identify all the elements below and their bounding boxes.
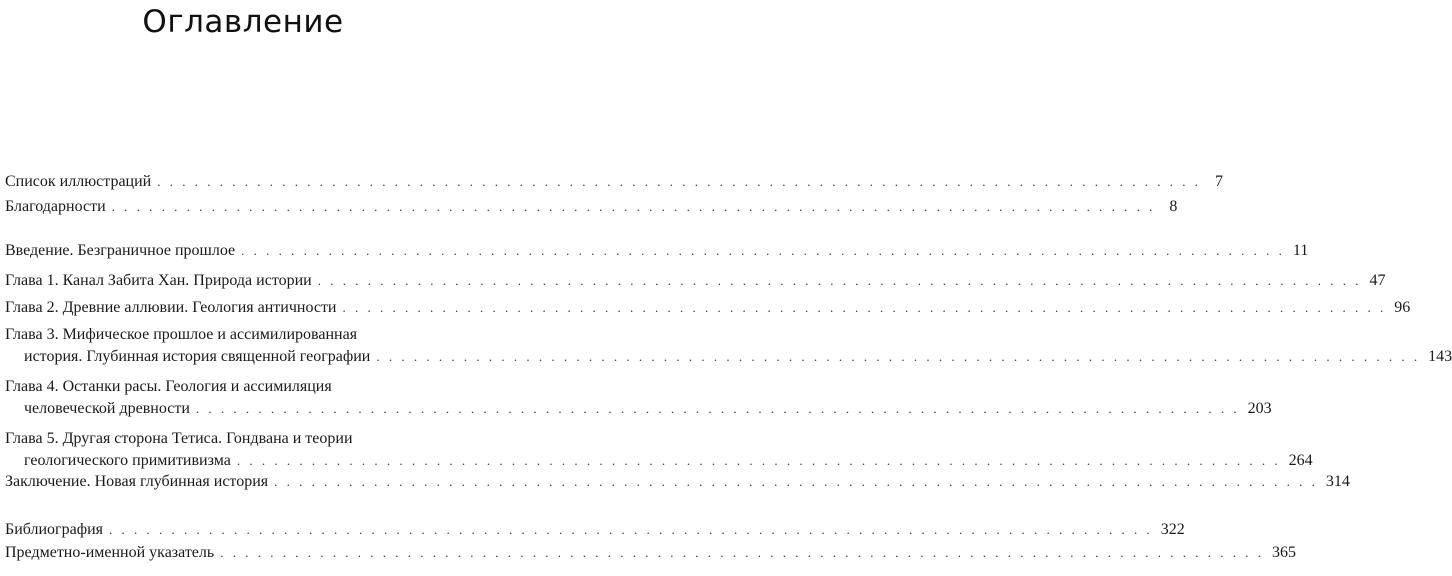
dot-leader <box>220 542 1264 564</box>
toc-entry-title: Библиография <box>5 521 103 538</box>
dot-leader <box>318 270 1362 292</box>
toc-page-number: 47 <box>1369 272 1386 289</box>
toc-entry-title-continued: человеческой древности <box>24 400 190 417</box>
toc-page-number: 365 <box>1271 544 1296 561</box>
toc-entry-title: Благодарности <box>5 198 106 215</box>
toc-line <box>5 376 487 398</box>
toc-line <box>5 196 1178 218</box>
toc-page-number: 8 <box>1169 198 1178 215</box>
toc-entry-title: Глава 5. Другая сторона Тетиса. Гондвана и теории <box>5 430 353 447</box>
toc-page-number: 322 <box>1160 521 1185 538</box>
toc-line <box>5 171 1223 193</box>
dot-leader <box>237 450 1281 472</box>
dot-leader <box>112 196 1156 218</box>
toc-line <box>5 346 1452 368</box>
toc-page-number: 314 <box>1325 473 1350 490</box>
dot-leader <box>274 471 1318 493</box>
dot-leader <box>241 240 1285 262</box>
toc-line <box>5 519 1185 541</box>
toc-entry-title: Введение. Безграничное прошлое <box>5 242 236 259</box>
toc-entry-title: Глава 1. Канал Забита Хан. Природа истории <box>5 272 312 289</box>
toc-entry <box>5 171 1223 193</box>
dot-leader <box>109 519 1153 541</box>
toc-page-number: 7 <box>1214 173 1223 190</box>
toc-entry <box>5 542 1296 564</box>
toc-entry <box>5 428 1313 472</box>
toc-line <box>5 542 1296 564</box>
toc-entry <box>5 270 1386 292</box>
toc-line <box>5 240 1309 262</box>
toc-line <box>5 398 1272 420</box>
toc-entry <box>5 196 1178 218</box>
dot-leader <box>343 297 1387 319</box>
toc-page-number: 96 <box>1394 299 1411 316</box>
toc-page-number: 264 <box>1288 452 1313 469</box>
toc-line <box>5 428 487 450</box>
toc-page-number: 11 <box>1292 242 1309 259</box>
toc-entry-title: Список иллюстраций <box>5 173 152 190</box>
toc-entry <box>5 471 1350 493</box>
page-title: Оглавление <box>142 4 344 40</box>
toc-page-number: 203 <box>1247 400 1272 417</box>
toc-line <box>5 270 1386 292</box>
toc-entry-title: Глава 3. Мифическое прошлое и ассимилированная <box>5 326 358 343</box>
toc-line <box>5 324 487 346</box>
toc-entry-title-continued: история. Глубинная история священной географии <box>24 348 371 365</box>
toc-entry <box>5 376 1272 420</box>
toc-entry-title: Заключение. Новая глубинная история <box>5 473 269 490</box>
toc-entry-title: Предметно-именной указатель <box>5 544 215 561</box>
toc-line <box>5 297 1411 319</box>
toc-entry <box>5 519 1185 541</box>
dot-leader <box>196 398 1240 420</box>
toc-page-number: 143 <box>1428 348 1452 365</box>
toc-entry <box>5 240 1309 262</box>
toc-line <box>5 450 1313 472</box>
dot-leader <box>157 171 1201 193</box>
toc-entry <box>5 324 1452 368</box>
toc-line <box>5 471 1350 493</box>
toc-entry-title: Глава 4. Останки расы. Геология и ассимиляция <box>5 378 332 395</box>
toc-entry-title-continued: геологического примитивизма <box>24 452 231 469</box>
toc-entry <box>5 297 1411 319</box>
toc-entry-title: Глава 2. Древние аллювии. Геология античности <box>5 299 337 316</box>
dot-leader <box>376 346 1420 368</box>
